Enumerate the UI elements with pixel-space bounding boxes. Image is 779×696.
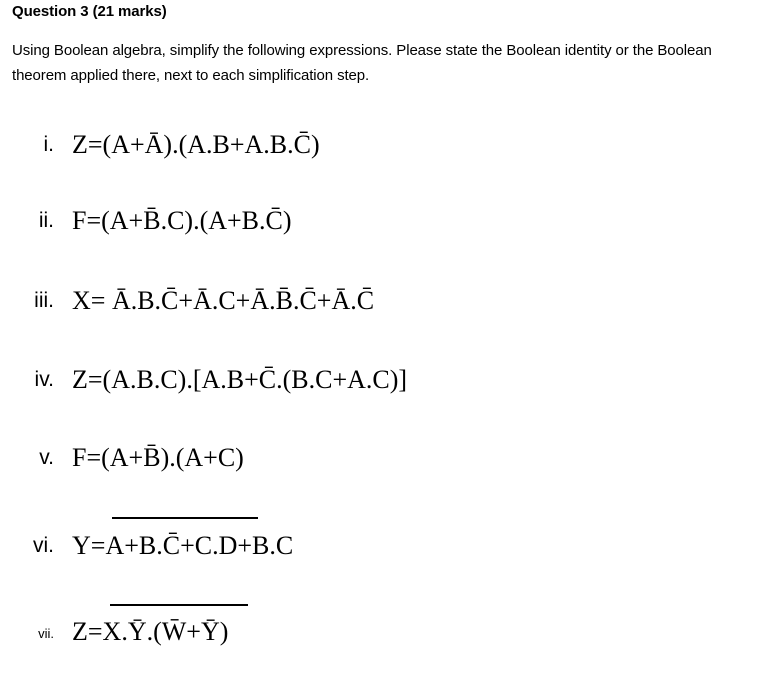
question-title: Question 3 (21 marks) [12, 3, 167, 20]
expression-item-1 [0, 125, 779, 165]
item-number: vii. [38, 626, 54, 641]
boolean-expression: Z=X.Ȳ.(W̄+Ȳ) [72, 617, 229, 646]
boolean-expression: F=(A+B̄.C).(A+B.C̄) [72, 206, 292, 235]
expression-item-2 [0, 201, 779, 241]
expression-item-3 [0, 281, 779, 321]
boolean-expression: Z=(A.B.C).[A.B+C̄.(B.C+A.C)] [72, 365, 408, 394]
item-number: iv. [34, 368, 54, 391]
item-number: ii. [38, 209, 54, 232]
item-number: i. [43, 133, 54, 156]
expression-item-5 [0, 438, 779, 478]
boolean-expression: Z=(A+Ā).(A.B+A.B.C̄) [72, 130, 320, 159]
boolean-expression: Y=A+B.C̄+C.D+B.C [72, 531, 294, 560]
item-number: vi. [33, 534, 54, 557]
complement-overline [112, 517, 258, 519]
boolean-expression: X= Ā.B.C̄+Ā.C+Ā.B̄.C̄+Ā.C̄ [72, 286, 375, 315]
question-instructions: Using Boolean algebra, simplify the following expressions. Please state the Boolean identity or the Boolean theorem applied there, next to each simplification step. [12, 42, 712, 84]
complement-overline [110, 604, 248, 606]
item-number: iii. [34, 289, 54, 312]
item-number: v. [39, 446, 54, 469]
expression-item-4 [0, 360, 779, 400]
boolean-expression: F=(A+B̄).(A+C) [72, 443, 244, 472]
expression-item-7 [0, 612, 779, 652]
expression-item-6 [0, 526, 779, 566]
